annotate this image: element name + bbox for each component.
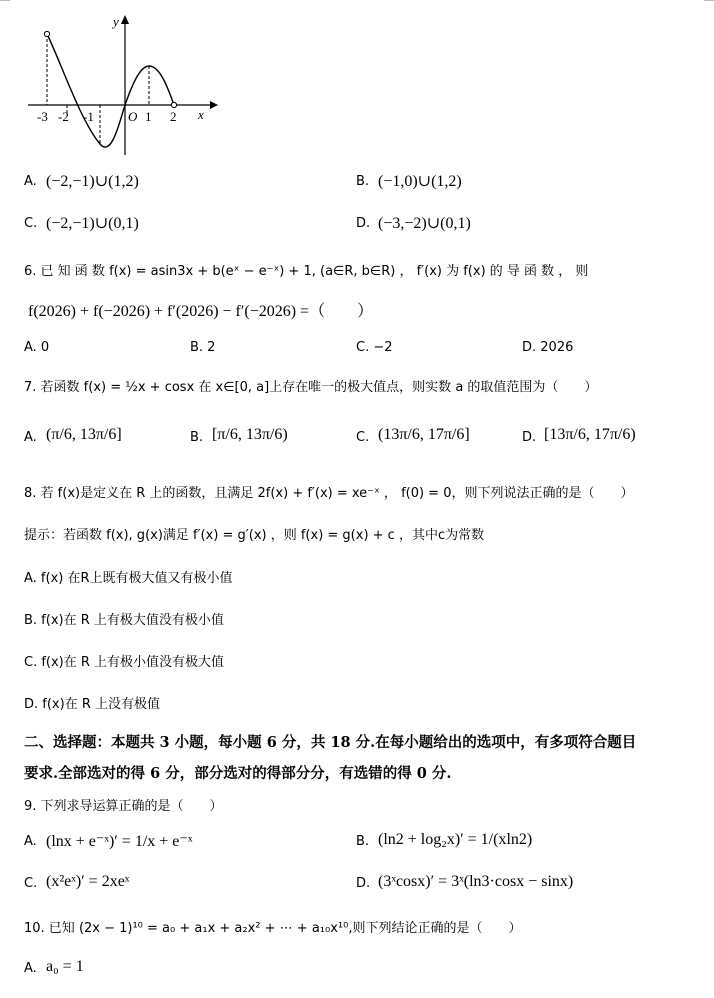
origin-label: O (128, 109, 138, 124)
option-label: A. (24, 430, 37, 445)
option-label: C. (356, 430, 370, 445)
option: A. 0 (24, 340, 50, 355)
option-text: (−3,−2)∪(0,1) (378, 215, 471, 232)
option-label: C. (24, 876, 38, 891)
question-stem: f(2026) + f(−2026) + f′(2026) − f′(−2026) =（ ） (28, 303, 374, 320)
option-label: A. (24, 834, 37, 849)
crop-mark (704, 0, 714, 1)
open-endpoint (44, 31, 49, 36)
option-label: A. (24, 174, 37, 189)
option-label: D. (356, 876, 371, 891)
tick-label: 2 (170, 109, 177, 124)
option-text: a₀ = 1 (46, 958, 84, 975)
question-stem: 10. 已知 (2x − 1)¹⁰ = a₀ + a₁x + a₂x² + ⋯ + a₁₀x¹⁰,则下列结论正确的是（ ） (24, 921, 522, 936)
x-label: x (198, 107, 204, 122)
option-label: D. (522, 430, 537, 445)
hint-text: 提示：若函数 f(x), g(x)满足 f′(x) = g′(x) ，则 f(x) = g(x) + c ，其中c为常数 (24, 528, 485, 543)
option: D. 2026 (522, 340, 574, 355)
option: B. 2 (190, 340, 216, 355)
option: C. f(x)在 R 上有极小值没有极大值 (24, 655, 225, 670)
function-curve (47, 34, 174, 147)
x-axis-arrow-icon (210, 101, 218, 109)
option-text: [13π/6, 17π/6) (544, 426, 636, 443)
option-label: B. (190, 430, 204, 445)
tick-label: -3 (37, 109, 48, 124)
option-label: C. (24, 216, 38, 231)
option-text: (3ˣcosx)′ = 3ˣ(ln3·cosx − sinx) (378, 873, 574, 890)
option-label: A. (24, 961, 37, 976)
option-text: (13π/6, 17π/6] (378, 426, 470, 443)
option-text: (−1,0)∪(1,2) (378, 173, 462, 190)
option-text: (lnx + e⁻ˣ)′ = 1/x + e⁻ˣ (46, 833, 193, 850)
option-label: D. (356, 216, 371, 231)
section-heading: 要求.全部选对的得 6 分，部分选对的得部分分，有选错的得 0 分. (24, 765, 452, 782)
question-stem: 7. 若函数 f(x) = ½x + cosx 在 x∈[0, a]上存在唯一的极大值点，则实数 a 的取值范围为（ ） (24, 380, 598, 395)
option-label: B. (356, 174, 370, 189)
option: A. f(x) 在R上既有极大值又有极小值 (24, 571, 233, 586)
option-label: B. (356, 834, 370, 849)
option-text: [π/6, 13π/6) (212, 426, 288, 443)
option: C. −2 (356, 340, 393, 355)
option-text: (−2,−1)∪(1,2) (46, 173, 139, 190)
tick-label: -2 (58, 109, 69, 124)
tick-label: 1 (145, 109, 152, 124)
section-heading: 二、选择题：本题共 3 小题，每小题 6 分，共 18 分.在每小题给出的选项中，有多项符合题目 (24, 734, 637, 751)
option-text: (−2,−1)∪(0,1) (46, 215, 139, 232)
crop-mark (0, 0, 10, 1)
option-text: (π/6, 13π/6] (46, 426, 122, 443)
question-stem: 8. 若 f(x)是定义在 R 上的函数，且满足 2f(x) + f′(x) = xe⁻ˣ ， f(0) = 0，则下列说法正确的是（ ） (24, 486, 634, 501)
y-label: y (113, 14, 119, 29)
function-graph (20, 10, 220, 160)
question-stem: 9. 下列求导运算正确的是（ ） (24, 799, 223, 814)
question-stem: 6. 已 知 函 数 f(x) = asin3x + b(eˣ − e⁻ˣ) + 1, (a∈R, b∈R) ， f′(x) 为 f(x) 的 导 函 数 ， 则 (24, 264, 589, 279)
option: B. f(x)在 R 上有极大值没有极小值 (24, 613, 224, 628)
option-text: (x²eˣ)′ = 2xeˣ (46, 873, 130, 890)
option-text: (ln2 + log₂x)′ = 1/(xln2) (378, 831, 533, 848)
open-endpoint (171, 102, 176, 107)
y-axis-arrow-icon (121, 15, 129, 24)
option: D. f(x)在 R 上没有极值 (24, 697, 160, 712)
tick-label: -1 (83, 109, 94, 124)
